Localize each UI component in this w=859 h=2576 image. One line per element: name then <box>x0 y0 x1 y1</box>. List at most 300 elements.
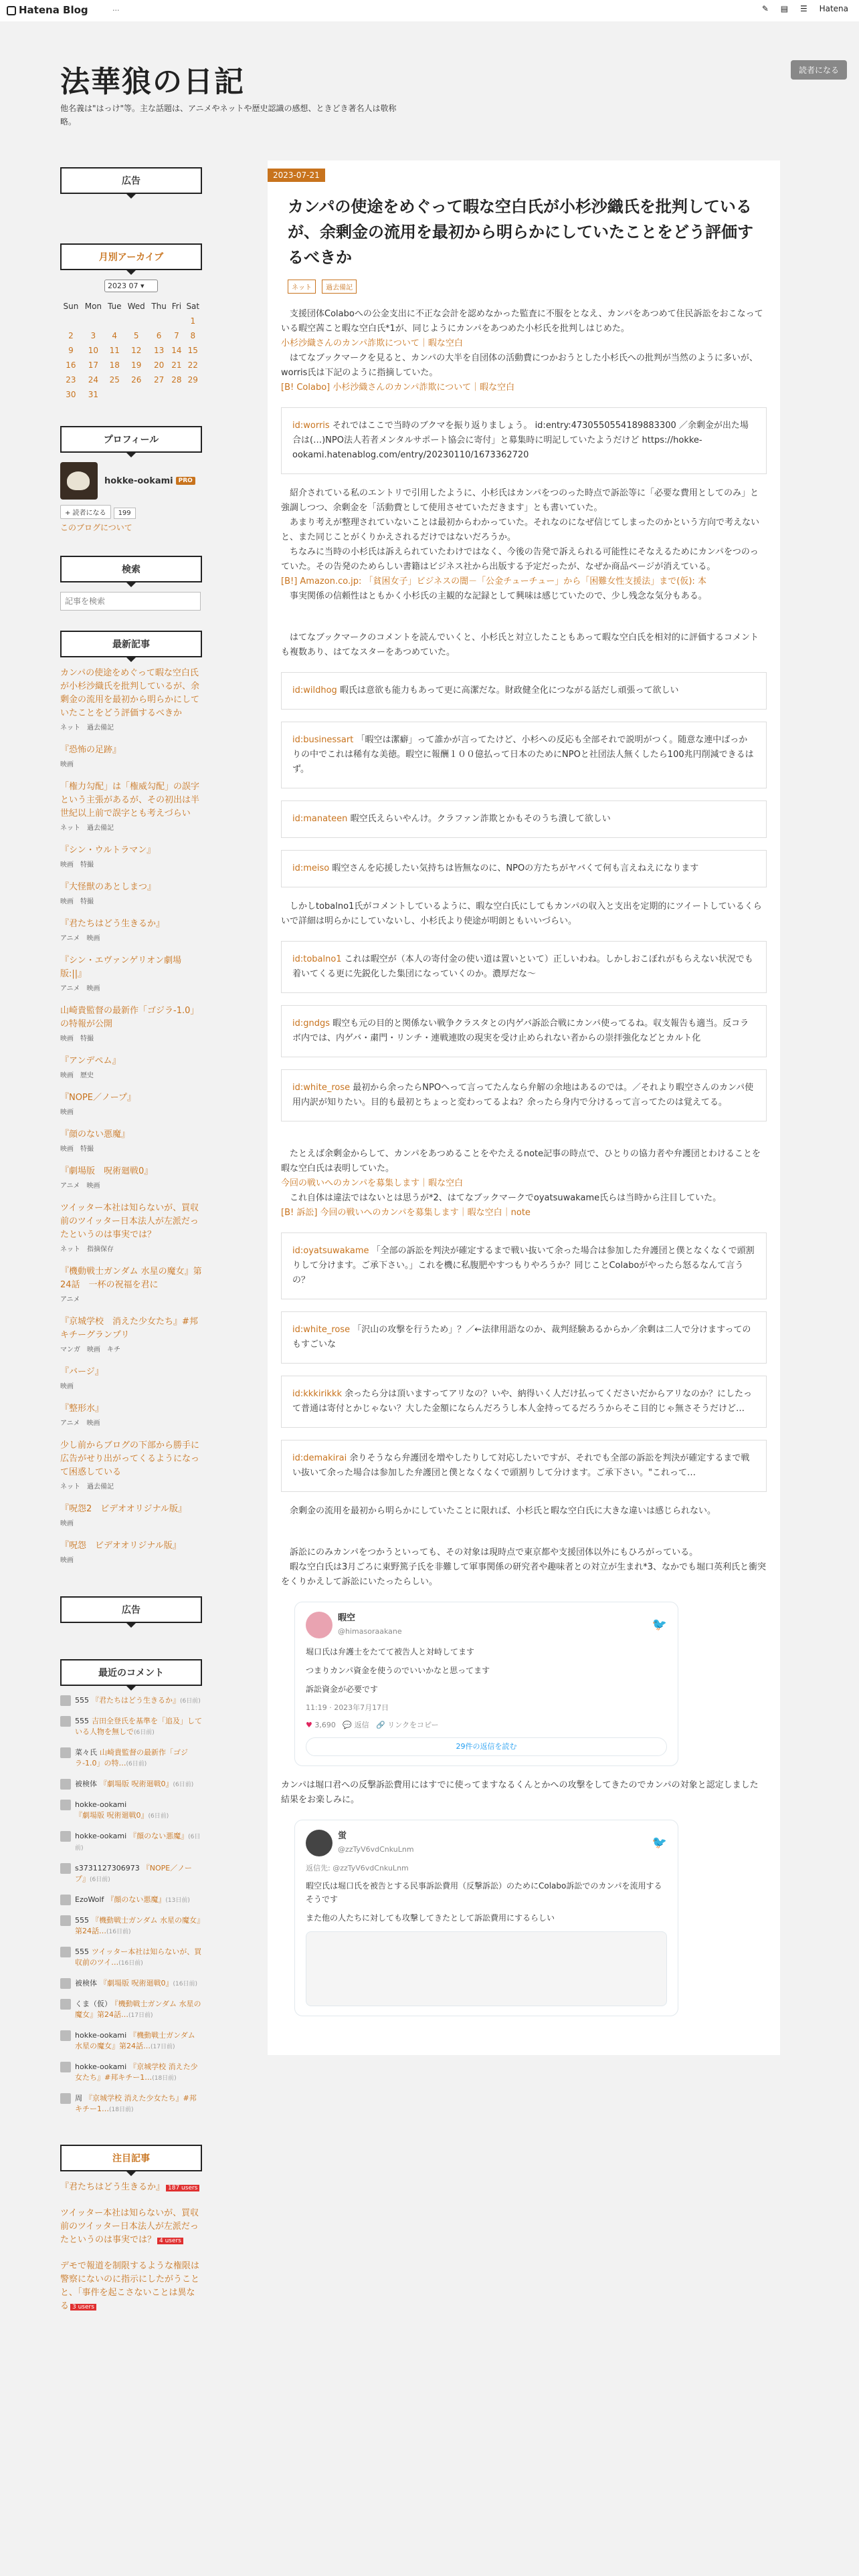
entry-categories[interactable]: ネット 指摘保存 <box>60 1246 114 1253</box>
entry-title-link[interactable]: 『アンデペム』 <box>60 1056 121 1066</box>
entry-title-link[interactable]: 『シン・エヴァンゲリオン劇場版:||』 <box>60 956 182 979</box>
list-item <box>60 1747 202 1769</box>
comments-widget-title: 最近のコメント <box>60 1659 202 1686</box>
comment-text: 余ったら分は頂いますってアリなの？いや、納得いく人だけ払ってくださいだからアリなのか？にしたって普通は寄付とかじゃない？大した金額にならんだろうし本人金持ってるだろうからそこ目的じゃ無さそうだけど… <box>292 1389 753 1414</box>
commenter-icon[interactable] <box>60 1695 71 1706</box>
twitter-bird-icon[interactable]: 🐦 <box>652 1836 667 1850</box>
user-id[interactable]: id:manateen <box>292 814 348 824</box>
calendar-day[interactable]: 8 <box>190 331 196 340</box>
entry-categories[interactable]: アニメ <box>60 1296 80 1303</box>
bookmark-comment <box>281 722 767 788</box>
list-item <box>60 2207 202 2248</box>
follow-button[interactable]: + 読者になる <box>60 505 111 519</box>
archive-widget-title[interactable]: 月別アーカイブ <box>60 243 202 270</box>
calendar-day[interactable]: 17 <box>88 360 99 370</box>
entry-title-link[interactable]: 『整形水』 <box>60 1404 104 1414</box>
calendar-day[interactable]: 4 <box>112 331 118 340</box>
avatar[interactable] <box>306 1612 332 1638</box>
comment-post-link[interactable]: 『京城学校 消えた少女たち』#邦キチー1… <box>75 2062 198 2082</box>
user-id[interactable]: id:businessart <box>292 735 354 745</box>
weekday-label: Wed <box>127 302 145 311</box>
paragraph: これ自体は違法ではないとは思うが*2、はてなブックマークでoyatsuwakame氏らは当時から注目していた。 <box>290 1193 722 1203</box>
calendar-day[interactable]: 27 <box>153 375 165 385</box>
list-item <box>60 1695 202 1707</box>
comment-text: 「暇空は潔癖」って誰かが言ってたけど、小杉への反応も全部それで説明がつく。随意な連中ばっかりの中でこれは稀有な美徳。暇空に報酬１００億払って日本のためにNPOと社団法人無くしたら100兆円削減できるはず。 <box>292 735 754 774</box>
dashboard-icon[interactable]: ▤ <box>780 4 789 13</box>
list-item <box>60 918 202 942</box>
top-bar <box>0 0 859 22</box>
entry-title-link[interactable]: 『NOPE／ノープ』 <box>60 1093 136 1103</box>
list-item <box>60 1915 202 1937</box>
popular-widget-title: 注目記事 <box>60 2145 202 2171</box>
commenter-icon[interactable] <box>60 1800 71 1810</box>
weekday-label: Fri <box>171 302 182 311</box>
comment-text: 最初から余ったらNPOへって言ってたんなら弁解の余地はあるのでは。／それより暇空さんのカンパ使用内訳が知りたい。目的も最初とちょっと変わってるよね？余ったら身内で分けるって言ってたのは覚えてる。 <box>292 1083 754 1107</box>
commenter-icon[interactable] <box>60 1978 71 1989</box>
calendar-day[interactable]: 13 <box>153 346 165 355</box>
comment-age: (6日前) <box>90 1876 110 1883</box>
user-id[interactable]: id:demakirai <box>292 1453 347 1463</box>
commenter-icon[interactable] <box>60 1915 71 1926</box>
calendar-day <box>184 387 202 402</box>
hatena-blog-logo[interactable] <box>7 4 88 16</box>
commenter-name[interactable]: 555 <box>75 1916 89 1925</box>
comment-age: (6日前) <box>75 1834 201 1852</box>
commenter-icon[interactable] <box>60 1716 71 1727</box>
paragraph: しかしtobalno1氏がコメントしているように、暇な空白氏にしてもカンパの収入と支出を定期的にツイートしているくらいで詳細は明らかにしていないし、小杉氏より使途が明朗ともいいづらい。 <box>281 901 762 926</box>
note-link[interactable]: 今回の戦いへのカンパを募集します｜暇な空白 <box>281 1178 464 1188</box>
comment-age: (18日前) <box>152 2075 177 2082</box>
entry-title-link[interactable]: 「権力勾配」は「権威勾配」の誤字という主張があるが、その初出は半世紀以上前で誤字とも考えづらい <box>60 782 200 819</box>
calendar-day[interactable]: 9 <box>68 346 74 355</box>
profile <box>60 462 202 500</box>
post-title[interactable]: カンパの使途をめぐって暇な空白氏が小杉沙織氏を批判しているが、余剰金の流用を最初から明らかにしていたことをどう評価するべきか <box>288 197 753 267</box>
comment-post-link[interactable]: 『劇場版 呪術廻戦0』 <box>75 1811 149 1820</box>
entry-categories[interactable]: 映画 特撮 <box>60 1035 94 1043</box>
list-item <box>60 1439 202 1491</box>
ad-space <box>60 203 202 243</box>
list-item <box>60 881 202 905</box>
comment-post-link[interactable]: 『機動戦士ガンダム 水星の魔女』第24話… <box>75 2031 195 2050</box>
entry-categories[interactable]: ネット 過去備記 <box>60 1483 114 1491</box>
user-id[interactable]: id:white_rose <box>292 1325 351 1335</box>
entry-categories[interactable]: ネット 過去備記 <box>60 724 114 732</box>
comment-age: (13日前) <box>165 1897 190 1904</box>
user-id[interactable]: id:oyatsuwakame <box>292 1246 369 1256</box>
calendar-day <box>169 314 183 328</box>
commenter-icon[interactable] <box>60 1863 71 1874</box>
comment-text: 暇空氏えらいやんけ。クラファン詐欺とかもそのうち潰して欲しい <box>350 814 611 824</box>
calendar-day <box>105 314 124 328</box>
commenter-icon[interactable] <box>60 2062 71 2072</box>
entry-categories[interactable]: アニメ 映画 <box>60 1182 100 1190</box>
commenter-icon[interactable] <box>60 1999 71 2010</box>
tweet-author[interactable]: 暇空 <box>338 1613 356 1623</box>
list-item <box>60 780 202 832</box>
tweet-author[interactable]: 蛍 <box>338 1831 347 1841</box>
commenter-name[interactable]: 555 <box>75 1947 89 1956</box>
commenter-name[interactable]: 555 <box>75 1717 89 1725</box>
commenter-name[interactable]: くま（仮） <box>75 2000 112 2008</box>
calendar-day[interactable]: 15 <box>187 346 198 355</box>
bookmark-link[interactable]: [B! Colabo] 小杉沙織さんのカンパ詐欺について｜暇な空白 <box>281 383 515 393</box>
blog-title[interactable]: 法華狼の日記 <box>60 65 245 99</box>
entry-title-link[interactable]: 『恐怖の足跡』 <box>60 745 122 755</box>
comment-post-link[interactable]: 『顔のない悪魔』 <box>106 1895 166 1904</box>
calendar-day[interactable]: 6 <box>156 331 162 340</box>
entry-categories[interactable]: 映画 歴史 <box>60 1072 94 1079</box>
user-id[interactable]: id:tobalno1 <box>292 954 342 964</box>
bookmark-comment <box>281 672 767 710</box>
bookmark-comment <box>281 1376 767 1428</box>
calendar-day[interactable]: 1 <box>190 316 196 326</box>
about-link[interactable]: このブログについて <box>60 523 132 532</box>
comment-post-link[interactable]: 『顔のない悪魔』 <box>129 1832 189 1840</box>
calendar-day[interactable]: 29 <box>187 375 198 385</box>
heart-icon[interactable]: ♥ <box>306 1721 312 1729</box>
comment-post-link[interactable]: 『NOPE／ノープ』 <box>75 1864 192 1883</box>
comment-text: 「沢山の攻撃を行うため」？／←法律用語なのか、裁判経験あるからか／余剰は二人で分けますってのもすごいな <box>292 1325 751 1350</box>
weekday-label: Sat <box>186 302 200 311</box>
embedded-tweet[interactable] <box>294 1820 678 2016</box>
bookmark-comment <box>281 800 767 838</box>
blog-description: 他名義は"はっけ"等。主な話題は、アニメやネットや歴史認識の感想、ときどき著名人は敬称略。 <box>60 104 397 126</box>
entry-title-link[interactable]: 『呪怨2 ビデオオリジナル版』 <box>60 1504 187 1514</box>
top-menu[interactable]: ··· <box>112 6 120 15</box>
list-item <box>60 1716 202 1738</box>
comment-age: (16日前) <box>173 1981 197 1988</box>
entry-title-link[interactable]: 少し前からブログの下部から勝手に広告がせり出がってくるようになって困惑している <box>60 1440 200 1477</box>
bookmark-link[interactable]: [B! 訴訟] 今回の戦いへのカンパを募集します｜暇な空白｜note <box>281 1208 531 1218</box>
entry-title-link[interactable]: 『顔のない悪魔』 <box>60 1130 130 1140</box>
entry-categories[interactable]: 映画 特撮 <box>60 861 94 869</box>
recent-comments <box>60 1695 202 2115</box>
list-item <box>60 2030 202 2052</box>
tweet-text: 暇空氏は堀口氏を被告とする民事訴訟費用（反撃訴訟）のためにColabo訴訟でのカンパを流用するそうです <box>306 1881 662 1904</box>
list-item <box>60 1978 202 1990</box>
write-icon[interactable]: ✎ <box>761 4 769 13</box>
entry-title-link[interactable] <box>60 2181 202 2195</box>
comment-age: (6日前) <box>134 1729 155 1736</box>
entry-title-link[interactable]: 『大怪獣のあとしまつ』 <box>60 882 157 892</box>
list-item <box>60 1895 202 1906</box>
list-item <box>60 1265 202 1303</box>
list-item <box>60 2260 202 2314</box>
entry-title-link[interactable]: 山崎貴監督の最新作「ゴジラ-1.0」の特報が公開 <box>60 1006 199 1029</box>
entry-categories[interactable]: 映画 <box>60 761 74 768</box>
readers-count: 199 <box>114 508 136 519</box>
commenter-name[interactable]: s3731127306973 <box>75 1864 140 1872</box>
comment-post-link[interactable]: 吉田全登氏を基準を「追及」している人物を無しで <box>75 1717 202 1736</box>
post-date[interactable]: 2023-07-21 <box>268 169 325 182</box>
calendar-day[interactable]: 22 <box>187 360 198 370</box>
entry-title-link[interactable]: カンパの使途をめぐって暇な空白氏が小杉沙織氏を批判しているが、余剰金の流用を最初から明らかにしていたことをどう評価するべきか <box>60 668 200 718</box>
entry-title-link[interactable]: 『劇場版 呪術廻戦0』 <box>60 1166 153 1176</box>
calendar-day[interactable]: 23 <box>66 375 76 385</box>
list-item <box>60 1165 202 1190</box>
list-item <box>60 1779 202 1790</box>
bookmark-comment <box>281 1005 767 1057</box>
commenter-icon[interactable] <box>60 2093 71 2104</box>
entry-categories[interactable]: 映画 <box>60 1383 74 1390</box>
list-item <box>60 1004 202 1043</box>
entry-categories[interactable]: アニメ 映画 <box>60 1420 100 1427</box>
calendar-day[interactable]: 7 <box>174 331 179 340</box>
tweet-image[interactable] <box>306 1931 667 2006</box>
list-item <box>60 1055 202 1079</box>
category-tag[interactable]: 過去備記 <box>322 280 357 294</box>
weekday-label: Tue <box>107 302 122 311</box>
tweet-handle[interactable]: @himasoraakane <box>338 1627 402 1636</box>
notification-icon[interactable]: ☰ <box>799 4 807 13</box>
entry-title-link[interactable]: 『君たちはどう生きるか』 <box>60 919 165 929</box>
like-count: 3,690 <box>314 1721 336 1729</box>
commenter-name[interactable]: 菜々氏 <box>75 1748 97 1757</box>
list-item <box>60 1128 202 1153</box>
bookmark-users-badge[interactable]: 3 users <box>70 2304 96 2311</box>
profile-name[interactable]: hokke-ookami <box>104 475 173 486</box>
commenter-name[interactable]: hokke-ookami <box>75 1832 127 1840</box>
user-id[interactable]: id:gndgs <box>292 1018 330 1029</box>
calendar-day <box>149 387 169 402</box>
paragraph: はてなブックマークを見ると、カンパの大半を自団体の活動費につかおうとした小杉氏への批判が当然のように多いが、worris氏は下記のように指摘していた。 <box>281 353 758 378</box>
bookmark-users-badge[interactable]: 187 users <box>166 2185 199 2191</box>
comment-text: これは暇空が（本人の寄付金の使い道は置いといて）正しいわね。しかしおこぼれがもらえない状況でも着いてくる更に先鋭化した集団になっていくのか。濃厚だな～ <box>292 954 753 979</box>
bookmark-comments <box>281 941 767 1121</box>
comment-post-link[interactable]: 『劇場版 呪術廻戦0』 <box>100 1979 173 1988</box>
list-item <box>60 1315 202 1354</box>
avatar[interactable] <box>306 1830 332 1856</box>
calendar-day <box>169 387 183 402</box>
search-input[interactable] <box>60 592 201 611</box>
entry-title-link[interactable] <box>60 2207 202 2248</box>
weekday-label: Sun <box>63 302 79 311</box>
sidebar <box>60 160 202 2326</box>
comment-post-link[interactable]: 『機動戦士ガンダム 水星の魔女』第24話… <box>75 1916 201 1935</box>
recent-entries <box>60 667 202 1564</box>
commenter-name[interactable]: hokke-ookami <box>75 2031 127 2040</box>
link-icon[interactable]: 🔗 <box>376 1721 385 1729</box>
comment-post-link[interactable]: 『劇場版 呪術廻戦0』 <box>100 1780 173 1788</box>
calendar-day[interactable]: 5 <box>133 331 139 340</box>
comment-text: 暇氏は意欲も能力もあって更に高潔だな。財政健全化につながる話だし頑張って欲しい <box>339 685 679 695</box>
entry-categories[interactable]: マンガ 映画 キチ <box>60 1346 120 1354</box>
comment-age: (16日前) <box>118 1960 143 1967</box>
comment-post-link[interactable]: ツイッター本社は知らないが、買収前のツイ… <box>75 1947 202 1967</box>
tweet-reply-to[interactable]: 返信先: @zzTyV6vdCnkuLnm <box>306 1864 409 1872</box>
entry-title-link[interactable]: ツイッター本社は知らないが、買収前のツイッター日本法人が左派だったというのは事実では？ <box>60 1203 199 1240</box>
list-item <box>60 667 202 732</box>
entry-title[interactable]: ツイッター本社は知らないが、買収前のツイッター日本法人が左派だったというのは事実では？ <box>60 2208 199 2245</box>
quote-text: それではここで当時のブクマを振り返りましょう。 id:entry:4730550554189883300 ／余剰金が出た場合は(…)NPO法人若者メンタルサポート協会に寄付」と募集時に明記していたようだけど https://hokke-ookami.hatenablog.com/entry/20230110/1673362720 <box>292 421 749 460</box>
entry-title-link[interactable] <box>60 2260 202 2314</box>
commenter-name[interactable]: EzoWolf <box>75 1895 104 1904</box>
tweet-text: 訴訟資金が必要です <box>306 1685 379 1694</box>
calendar-day[interactable]: 24 <box>88 375 99 385</box>
calendar-day[interactable]: 11 <box>109 346 120 355</box>
search-widget-title: 検索 <box>60 556 202 582</box>
entry-categories[interactable]: 映画 特撮 <box>60 1146 94 1153</box>
calendar-day[interactable]: 14 <box>171 346 182 355</box>
entry-title-link[interactable]: 『機動戦士ガンダム 水星の魔女』第24話 一杯の祝福を君に <box>60 1267 202 1290</box>
calendar-day <box>124 387 149 402</box>
commenter-name[interactable]: 周 <box>75 2094 82 2103</box>
bookmark-comment <box>281 1311 767 1364</box>
entry-categories[interactable]: 映画 <box>60 1520 74 1527</box>
comment-age: (6日前) <box>126 1761 147 1767</box>
commenter-icon[interactable] <box>60 1747 71 1758</box>
ad2-widget-title: 広告 <box>60 1596 202 1623</box>
paragraph: はてなブックマークのコメントを読んでいくと、小杉氏と対立したこともあって暇な空白氏を相対的に評価するコメントも複数あり、はてなスターをあつめていた。 <box>281 633 759 657</box>
calendar-day[interactable]: 21 <box>171 360 182 370</box>
user-id[interactable]: id:meiso <box>292 863 330 873</box>
calendar-day[interactable]: 20 <box>153 360 165 370</box>
top-icons <box>753 4 848 13</box>
comment-post-link[interactable]: 山崎貴監督の最新作「ゴジラ-1.0」の特… <box>75 1748 188 1767</box>
user-id[interactable]: id:worris <box>292 421 330 431</box>
list-item <box>60 2093 202 2115</box>
list-item <box>60 1863 202 1885</box>
list-item <box>60 1202 202 1253</box>
ad2-space <box>60 1632 202 1659</box>
archive-calendar <box>60 299 202 402</box>
reply-label[interactable]: 返信 <box>354 1721 369 1729</box>
hatena-account[interactable]: Hatena <box>819 4 848 13</box>
blog-header <box>0 21 859 150</box>
calendar-day <box>124 314 149 328</box>
comment-age: (16日前) <box>106 1929 131 1935</box>
comment-post-link[interactable]: 『君たちはどう生きるか』 <box>92 1696 180 1705</box>
calendar-day[interactable]: 12 <box>131 346 142 355</box>
calendar-day[interactable]: 10 <box>88 346 99 355</box>
commenter-icon[interactable] <box>60 1947 71 1957</box>
tweet-handle[interactable]: @zzTyV6vdCnkuLnm <box>338 1845 414 1854</box>
popular-entries <box>60 2181 202 2314</box>
commenter-name[interactable]: 555 <box>75 1696 89 1705</box>
subscribe-button[interactable]: 読者になる <box>791 60 847 80</box>
comment-post-link[interactable]: 『京城学校 消えた少女たち』#邦キチー1… <box>75 2094 197 2113</box>
calendar-day[interactable]: 28 <box>171 375 182 385</box>
weekday-label: Mon <box>84 302 102 311</box>
bookmark-comment <box>281 1069 767 1121</box>
comment-text: 暇空さんを応援したい気持ちは皆無なのに、NPOの方たちがヤバくて何も言えねえになります <box>332 863 699 873</box>
paragraph: 訴訟にのみカンパをつかうといっても、その対象は現時点で東京都や支援団体以外にもひろがっている。 <box>290 1547 698 1558</box>
paragraph: 支援団体Colaboへの公金支出に不正な会計を認めなかった監査に不服をとなえ、カンパをあつめて住民訴訟をおこなっている暇空茜こと暇な空白氏*1が、同じようにカンパをあつめた小杉氏を批判しはじめた。 <box>281 309 763 334</box>
reply-icon[interactable]: 💬 <box>343 1721 353 1729</box>
paragraph: あまり考えが整理されていないことは最初からわかっていた。それなのになぜ信じてしまったのかという方向で考えないと、また同じことがくりかえされるだけではないだろうか。 <box>281 518 760 542</box>
calendar-day[interactable]: 25 <box>109 375 120 385</box>
twitter-bird-icon[interactable]: 🐦 <box>652 1618 667 1632</box>
calendar-day[interactable]: 26 <box>131 375 142 385</box>
archive-month-select[interactable]: 2023 07 ▾ <box>104 280 158 292</box>
entry-title-link[interactable]: 『呪怨 ビデオオリジナル版』 <box>60 1541 181 1551</box>
calendar-day[interactable]: 16 <box>66 360 76 370</box>
commenter-icon[interactable] <box>60 1779 71 1790</box>
list-item <box>60 1831 202 1854</box>
bookmark-comments <box>281 672 767 887</box>
user-id[interactable]: id:kkkirikkk <box>292 1389 342 1399</box>
list-item <box>60 2062 202 2084</box>
commenter-name[interactable]: 被検体 <box>75 1780 97 1788</box>
commenter-icon[interactable] <box>60 1831 71 1842</box>
list-item <box>60 1402 202 1427</box>
tweet-text: 堀口氏は弁護士をたてて被告人と対峙してます <box>306 1647 475 1656</box>
entry-title[interactable]: デモで報道を制限するような権限は警察にないのに指示にしたがうことと、「事件を起こさないことは異なる <box>60 2261 200 2311</box>
paragraph: 紹介されている私のエントリで引用したように、小杉氏はカンパをつのった時点で訴訟等に「必要な費用としてのみ」と強調しつつ、余剰金を「活動費として使用させていただきます」とも書いていた。 <box>281 488 759 513</box>
avatar[interactable] <box>60 462 98 500</box>
entry-title-link[interactable]: 『シン・ウルトラマン』 <box>60 845 156 855</box>
calendar-day <box>149 314 169 328</box>
paragraph: カンパは堀口君への反撃訴訟費用にはすでに使ってますなるくんとかへの攻撃をしてきたのでカンパの対象と認定しました 結果をお楽しみに。 <box>281 1780 759 1805</box>
list-item <box>60 844 202 869</box>
user-id[interactable]: id:wildhog <box>292 685 337 695</box>
bookmark-comment <box>281 850 767 887</box>
calendar-day[interactable]: 19 <box>131 360 142 370</box>
list-item <box>60 1366 202 1390</box>
comment-age: (6日前) <box>148 1813 169 1820</box>
comment-text: 余りそうなら弁護団を増やしたりして対応したいですが、それでも全部の訴訟を判決が確定するまで戦い抜いて余った場合は参加した弁護団と僕となくなくで頭割りして分けます。ご承下さい。"これって… <box>292 1453 750 1478</box>
commenter-name[interactable]: hokke-ookami <box>75 2062 127 2071</box>
embedded-tweet[interactable] <box>294 1602 678 1766</box>
entry-categories[interactable]: 映画 <box>60 1557 74 1564</box>
commenter-name[interactable]: 被検体 <box>75 1979 97 1988</box>
comment-age: (6日前) <box>180 1698 201 1705</box>
calendar-day[interactable]: 3 <box>90 331 96 340</box>
entry-categories[interactable]: 映画 <box>60 1109 74 1116</box>
comment-age: (18日前) <box>109 2107 134 2113</box>
list-item <box>60 1539 202 1564</box>
commenter-icon[interactable] <box>60 2030 71 2041</box>
bookmark-users-badge[interactable]: 4 users <box>157 2238 183 2244</box>
calendar-day[interactable]: 18 <box>109 360 120 370</box>
list-item <box>60 1503 202 1527</box>
comment-age: (17日前) <box>151 2044 175 2050</box>
user-id[interactable]: id:white_rose <box>292 1083 351 1093</box>
post-body <box>281 307 767 2016</box>
entry-title-link[interactable]: 『京城学校 消えた少女たち』#邦キチーグランプリ <box>60 1317 198 1340</box>
note-link[interactable]: 小杉沙織さんのカンパ詐欺について｜暇な空白 <box>281 338 463 348</box>
list-item <box>60 1999 202 2021</box>
commenter-name[interactable]: hokke-ookami <box>75 1800 127 1809</box>
commenter-icon[interactable] <box>60 1895 71 1905</box>
calendar-day <box>82 314 105 328</box>
amazon-link[interactable]: [B!] Amazon.co.jp: 「貧困女子」ビジネスの闇－「公金チューチュー」から「困難女性支援法」まで(仮): 本 <box>281 576 706 586</box>
bookmark-comment <box>281 1440 767 1492</box>
entry-title-link[interactable]: 『バージ』 <box>60 1367 104 1377</box>
copy-link-label[interactable]: リンクをコピー <box>387 1721 439 1729</box>
tweet-time[interactable]: 11:19 · 2023年7月17日 <box>306 1703 389 1712</box>
pro-badge: PRO <box>176 477 195 485</box>
calendar-day <box>105 387 124 402</box>
list-item <box>60 1091 202 1116</box>
recent-widget-title: 最新記事 <box>60 631 202 657</box>
list-item <box>60 744 202 768</box>
entry-categories[interactable]: ネット 過去備記 <box>60 825 114 832</box>
calendar-day[interactable]: 30 <box>66 390 76 399</box>
calendar-day[interactable]: 31 <box>88 390 99 399</box>
calendar-day[interactable]: 2 <box>68 331 74 340</box>
entry-categories[interactable]: アニメ 映画 <box>60 985 100 992</box>
profile-widget-title: プロフィール <box>60 426 202 453</box>
category-tag[interactable]: ネット <box>288 280 316 294</box>
entry-categories[interactable]: 映画 特撮 <box>60 898 94 905</box>
comment-post-link[interactable]: 『機動戦士ガンダム 水星の魔女』第24話… <box>75 2000 201 2019</box>
entry-title[interactable]: 『君たちはどう生きるか』 <box>60 2182 165 2192</box>
read-replies-button[interactable]: 29件の返信を読む <box>306 1737 667 1756</box>
calendar-day <box>60 314 82 328</box>
paragraph: 暇な空白氏は3月ごろに東野篤子氏を非難して軍事関係の研究者や趣味者との対立が生まれ*3、なかでも堀口英利氏と衝突をくりかえして訴訟にいたったらしい。 <box>281 1562 767 1587</box>
entry-categories[interactable]: アニメ 映画 <box>60 935 100 942</box>
